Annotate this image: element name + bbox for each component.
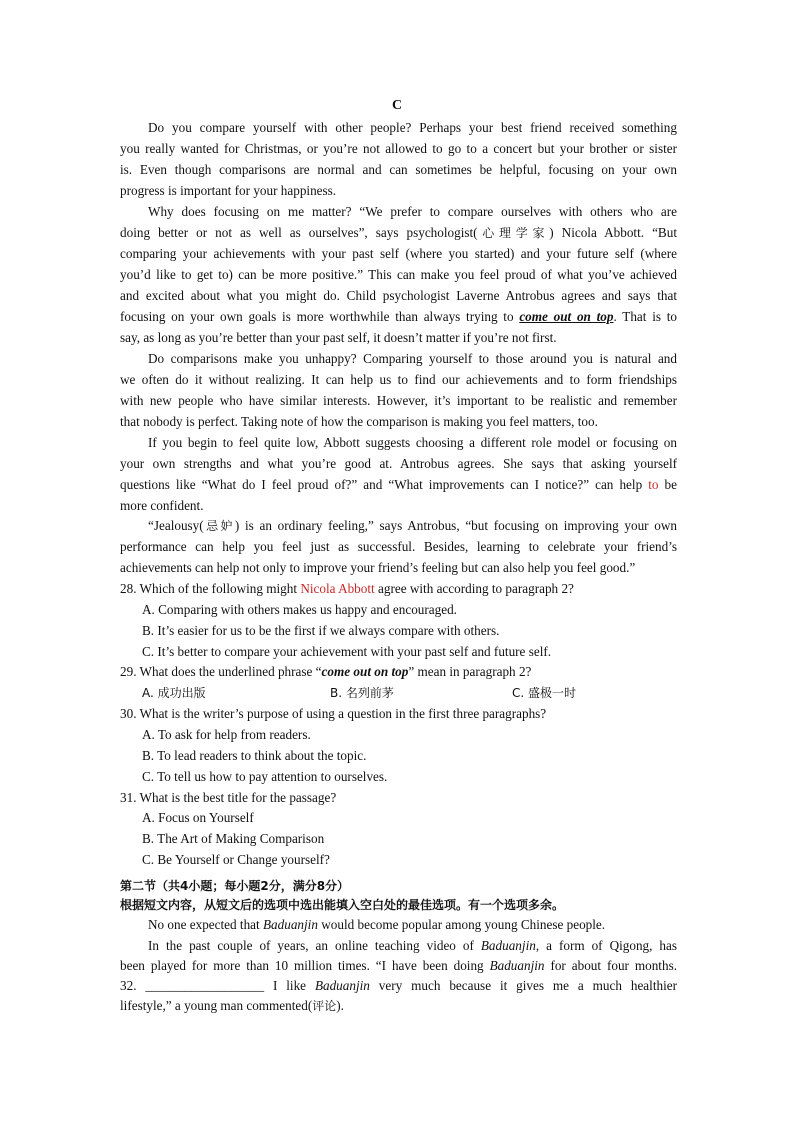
passage-line: you really wanted for Christmas, or you’re not allowed to go to a concert but your brother or sister bbox=[120, 141, 677, 156]
passage-line: doing better or not as well as ourselves”, says psychologist(心理学家) Nicola Abbott. “But bbox=[120, 225, 677, 240]
q28-option-c: C. It’s better to compare your achievement with your past self and future self. bbox=[142, 644, 552, 659]
passage-line: If you begin to feel quite low, Abbott suggests choosing a different role model or focusing on bbox=[148, 435, 677, 450]
q29-option-a: A. 成功出版 bbox=[142, 686, 206, 700]
passage-line: Do comparisons make you unhappy? Comparing yourself to those around you is natural and bbox=[148, 351, 677, 366]
passage-line: comparing your achievements with your past self (where you started) and your future self (where bbox=[120, 246, 677, 261]
passage-line: focusing on your own goals is more worthwhile than always trying to come out on top. That is to bbox=[120, 309, 677, 324]
question-29: 29. What does the underlined phrase “come out on top” mean in paragraph 2? bbox=[120, 664, 532, 679]
passage-line: performance can help you feel just as successful. Besides, learning to celebrate your friend’s bbox=[120, 539, 677, 554]
passage-line: we often do it without realizing. It can help us to find our achievements and to form friendships bbox=[120, 372, 677, 387]
passage-line: more confident. bbox=[120, 498, 204, 513]
passage-line: Why does focusing on me matter? “We prefer to compare ourselves with others who are bbox=[148, 204, 677, 219]
passage-line: No one expected that Baduanjin would become popular among young Chinese people. bbox=[148, 917, 606, 932]
passage-line: your own strengths and what you’re good at. Antrobus agrees. She says that asking yourself bbox=[120, 456, 677, 471]
passage-line: achievements can help not only to improve your friend’s feeling but can also help you feel good.” bbox=[120, 560, 636, 575]
q28-option-b: B. It’s easier for us to be the first if we always compare with others. bbox=[142, 623, 500, 638]
q30-option-c: C. To tell us how to pay attention to ourselves. bbox=[142, 769, 388, 784]
passage-line: Do you compare yourself with other people? Perhaps your best friend received something bbox=[148, 120, 677, 135]
section-2-instruction: 根据短文内容，从短文后的选项中选出能填入空白处的最佳选项。有一个选项多余。 bbox=[120, 898, 565, 912]
passage-line: that nobody is perfect. Taking note of how the comparison is making you feel matters, too. bbox=[120, 414, 598, 429]
q29-option-b: B. 名列前茅 bbox=[330, 686, 394, 700]
question-32-line: 32. __________________ I like Baduanjin very much because it gives me a much healthier bbox=[120, 978, 677, 993]
passage-line: In the past couple of years, an online teaching video of Baduanjin, a form of Qigong, has bbox=[148, 938, 677, 953]
question-31: 31. What is the best title for the passage? bbox=[120, 790, 337, 805]
passage-line: lifestyle,” a young man commented(评论). bbox=[120, 998, 344, 1013]
q31-option-b: B. The Art of Making Comparison bbox=[142, 831, 325, 846]
q29-options bbox=[142, 683, 677, 703]
passage-line: been played for more than 10 million times. “I have been doing Baduanjin for about four months. bbox=[120, 958, 677, 973]
gloss-jealousy: 忌妒 bbox=[203, 519, 235, 533]
q30-option-b: B. To lead readers to think about the topic. bbox=[142, 748, 367, 763]
question-30: 30. What is the writer’s purpose of using a question in the first three paragraphs? bbox=[120, 706, 547, 721]
passage-line: questions like “What do I feel proud of?” and “What improvements can I notice?” can help to be bbox=[120, 477, 677, 492]
gloss-psychologist: 心理学家 bbox=[477, 226, 550, 240]
passage-line: say, as long as you’re better than your past self, it doesn’t matter if you’re not first. bbox=[120, 330, 557, 345]
section-heading: C bbox=[391, 98, 403, 113]
q30-option-a: A. To ask for help from readers. bbox=[142, 727, 311, 742]
passage-line: “Jealousy(忌妒) is an ordinary feeling,” says Antrobus, “but focusing on improving your own bbox=[148, 518, 677, 533]
q28-option-a: A. Comparing with others makes us happy and encouraged. bbox=[142, 602, 457, 617]
section-2-title: 第二节（共4小题；每小题2分，满分8分） bbox=[120, 879, 350, 893]
q29-option-c: C. 盛极一时 bbox=[512, 686, 577, 700]
underlined-phrase: come out on top bbox=[519, 309, 614, 324]
question-28: 28. Which of the following might Nicola Abbott agree with according to paragraph 2? bbox=[120, 581, 574, 596]
passage-line: you’d like to get to) can be more positive.” This can make you feel proud of what you’ve achieved bbox=[120, 267, 677, 282]
q31-option-c: C. Be Yourself or Change yourself? bbox=[142, 852, 330, 867]
passage-line: and excited about what you might do. Child psychologist Laverne Antrobus agrees and says that bbox=[120, 288, 677, 303]
passage-line: is. Even though comparisons are normal and can sometimes be helpful, focusing on your own bbox=[120, 162, 677, 177]
passage-line: progress is important for your happiness. bbox=[120, 183, 337, 198]
passage-line: with new people who have similar interests. However, it’s important to be realistic and remember bbox=[120, 393, 677, 408]
q31-option-a: A. Focus on Yourself bbox=[142, 810, 254, 825]
